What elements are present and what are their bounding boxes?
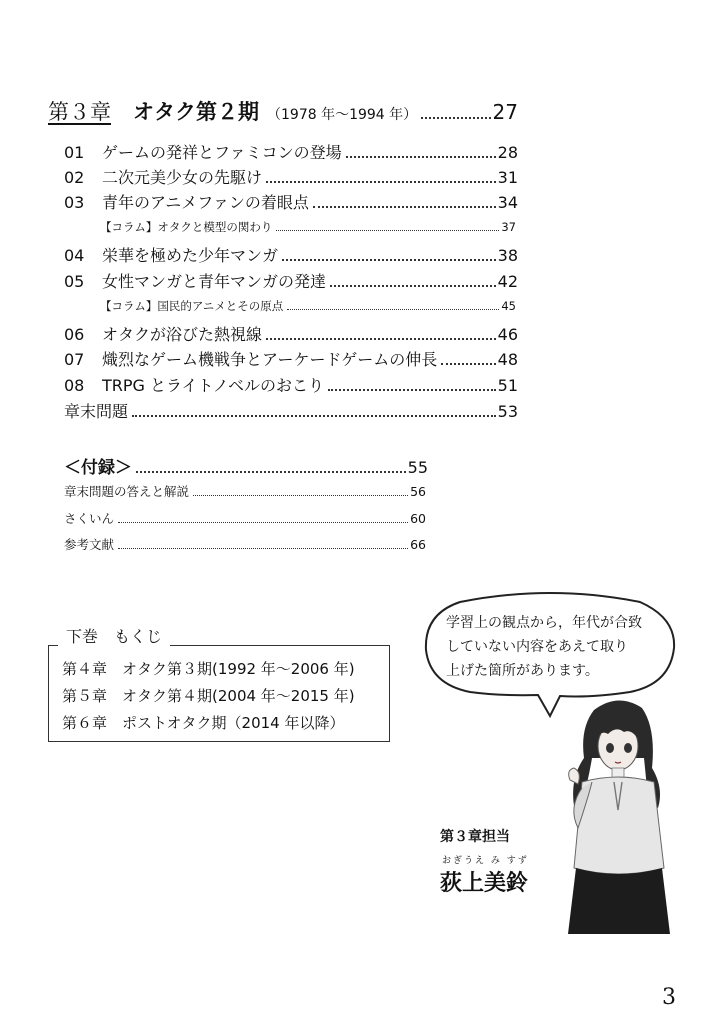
toc-entry[interactable] [64,347,518,370]
appendix-item-page: 60 [410,511,426,526]
entry-number: 06 [64,325,85,344]
toc-column-entry[interactable] [100,298,516,314]
appendix-heading[interactable] [64,453,428,478]
leader-dots [266,181,496,183]
entry-number: 03 [64,193,85,212]
leader-dots [266,338,496,340]
entry-title: 青年のアニメファンの着眼点 [102,193,309,212]
leader-dots [118,548,408,549]
leader-dots [282,259,496,261]
entry-title: TRPG とライトノベルのおこり [102,376,324,395]
entry-title: オタクが浴びた熱視線 [102,325,263,344]
entry-page: 37 [501,220,516,234]
entry-number: 08 [64,376,85,395]
page-number: 3 [662,985,676,1010]
character-role: 第３章担当 [440,829,510,845]
next-volume-line: 第４章 オタク第３期(1992 年〜2006 年) [62,660,355,678]
entry-title: 二次元美少女の先駆け [102,168,263,187]
toc-entry[interactable] [64,140,518,163]
chapter-page: 27 [492,100,518,124]
entry-page: 34 [497,193,518,212]
leader-dots [313,206,496,208]
entry-number: 02 [64,168,85,187]
character-illustration [552,698,682,938]
toc-column-entry[interactable] [100,219,516,235]
leader-dots [346,156,496,158]
leader-dots [287,309,499,310]
appendix-item[interactable] [64,535,426,553]
note-line: 学習上の観点から，年代が合致 [446,615,642,631]
entry-page: 53 [497,402,518,421]
leader-dots [441,363,495,365]
toc-entry[interactable] [64,190,518,213]
entry-title: 栄華を極めた少年マンガ [102,246,279,265]
entry-page: 42 [497,272,518,291]
entry-page: 45 [501,299,516,313]
entry-page: 51 [497,376,518,395]
next-volume-title: 下巻 もくじ [58,624,170,647]
chapter-heading [48,96,518,126]
leader-dots [132,415,496,417]
entry-page: 31 [497,168,518,187]
appendix-item-title: さくいん [64,511,115,526]
entry-number: 01 [64,143,85,162]
toc-entry[interactable] [64,373,518,396]
appendix-page: 55 [407,458,428,477]
appendix-item-page: 66 [410,537,426,552]
leader-dots [330,285,496,287]
leader-dots [276,230,499,231]
toc-entry[interactable] [64,269,518,292]
toc-entry[interactable] [64,399,518,422]
leader-dots [118,522,408,523]
note-line: 上げた箇所があります。 [446,663,599,679]
entry-page: 38 [497,246,518,265]
entry-number: 04 [64,246,85,265]
appendix-item[interactable] [64,482,426,500]
toc-entry[interactable] [64,165,518,188]
character-ruby: おぎうえ み すず [442,856,529,866]
entry-page: 46 [497,325,518,344]
entry-title: 【コラム】オタクと模型の関わり [100,220,273,234]
chapter-title: オタク第２期 [133,100,259,124]
appendix-item[interactable] [64,509,426,527]
entry-title: 熾烈なゲーム機戦争とアーケードゲームの伸長 [102,350,438,369]
entry-title: 女性マンガと青年マンガの発達 [102,272,327,291]
chapter-years: （1978 年〜1994 年） [267,107,418,123]
leader-dots [421,117,490,119]
toc-entry[interactable] [64,243,518,266]
next-volume-line: 第５章 オタク第４期(2004 年〜2015 年) [62,687,355,705]
entry-title: 【コラム】国民的アニメとその原点 [100,299,284,313]
next-volume-line: 第６章 ポストオタク期（2014 年以降） [62,714,345,732]
appendix-item-page: 56 [410,484,426,499]
leader-dots [136,471,406,473]
entry-page: 48 [497,350,518,369]
entry-title: 章末問題 [64,402,129,421]
leader-dots [193,495,408,496]
entry-number: 07 [64,350,85,369]
leader-dots [328,389,496,391]
entry-title: ゲームの発祥とファミコンの登場 [102,143,342,162]
chapter-label: 第３章 [48,100,111,124]
entry-number: 05 [64,272,85,291]
bubble-note [446,611,660,683]
appendix-item-title: 章末問題の答えと解説 [64,484,190,499]
entry-page: 28 [497,143,518,162]
note-line: していない内容をあえて取り [446,639,628,655]
toc-entry[interactable] [64,322,518,345]
appendix-item-title: 参考文献 [64,537,115,552]
appendix-title: ＜付録＞ [64,458,132,478]
character-name: 荻上美鈴 [440,871,529,896]
